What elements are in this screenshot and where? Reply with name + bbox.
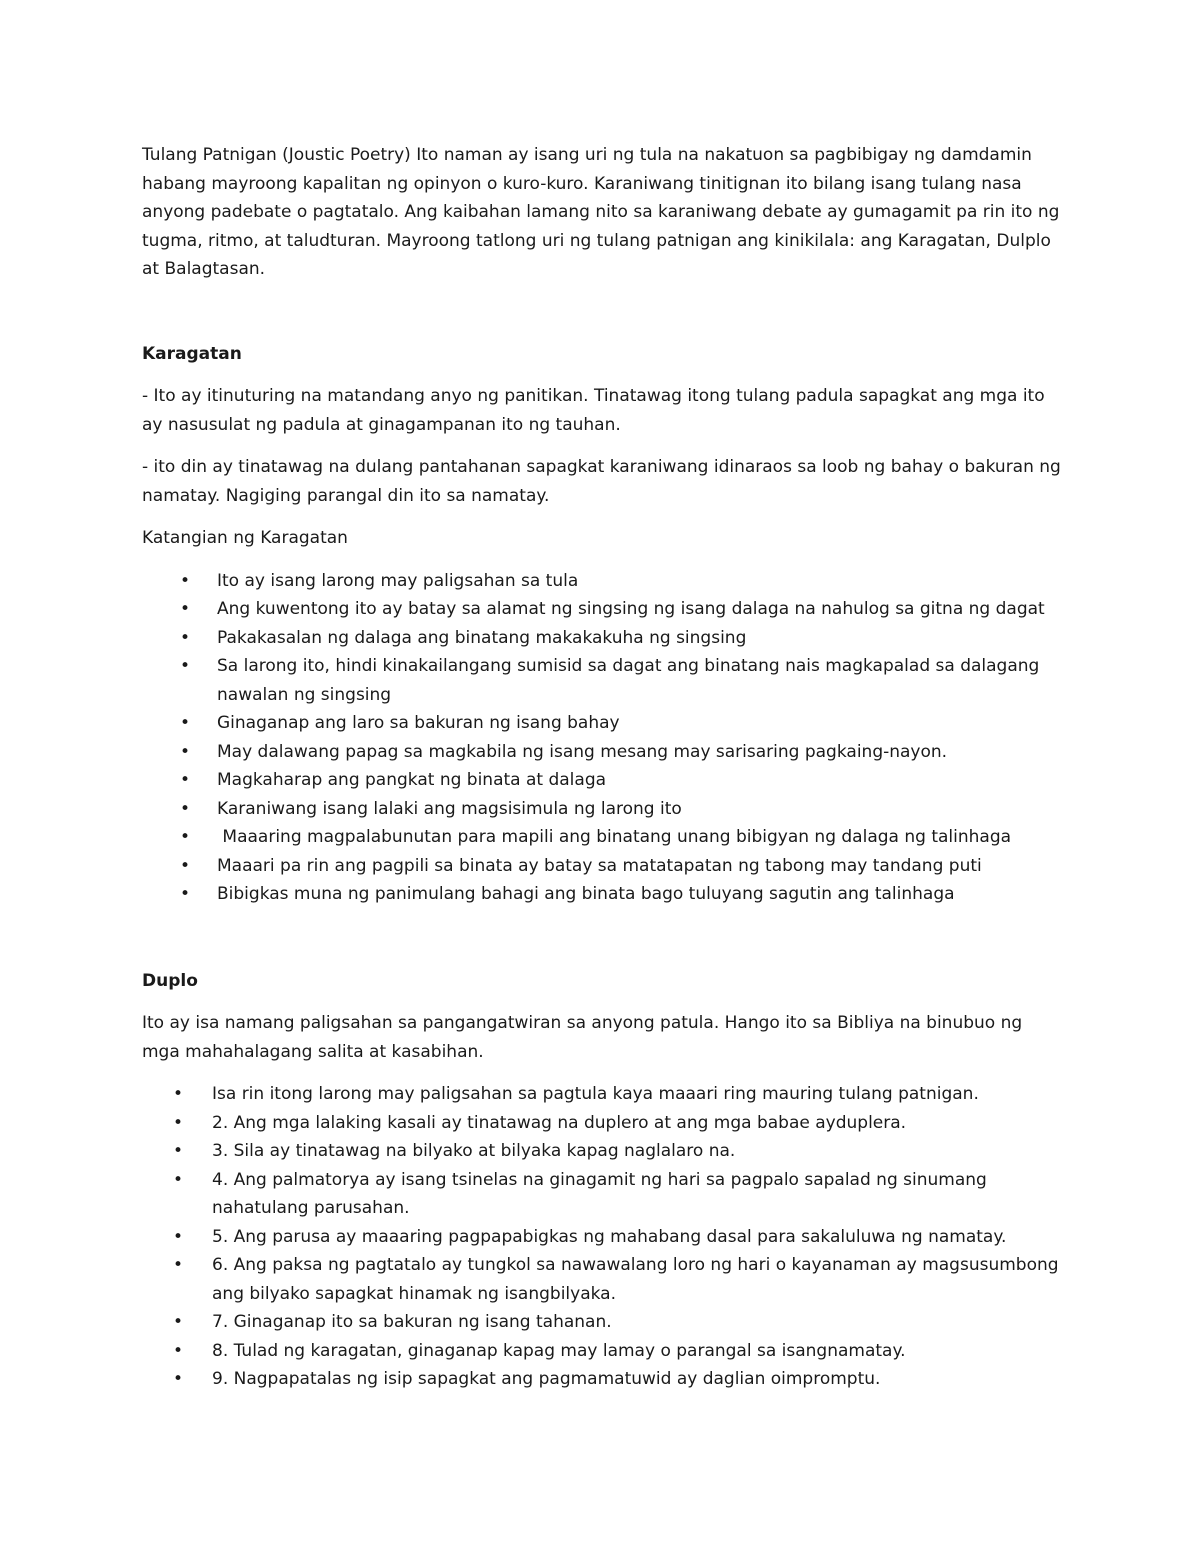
list-item-text: Maaaring magpalabunutan para mapili ang binatang unang bibigyan ng dalaga ng talinhaga bbox=[217, 827, 1012, 847]
list-item-text: 6. Ang paksa ng pagtatalo ay tungkol sa nawawalang loro ng hari o kayanaman ay magsusumbong ang bilyako sapagkat hinamak ng isangbilyaka. bbox=[212, 1255, 1059, 1304]
list-item bbox=[142, 1166, 1062, 1223]
duplo-paragraph: Ito ay isa namang paligsahan sa pangangatwiran sa anyong patula. Hango ito sa Bibliya na binubuo ng mga mahahalagang salita at kasabihan. bbox=[142, 1013, 1023, 1062]
list-item-text: 3. Sila ay tinatawag na bilyako at bilyaka kapag naglalaro na. bbox=[212, 1141, 736, 1161]
list-item-text: 5. Ang parusa ay maaaring pagpapabigkas ng mahabang dasal para sakaluluwa ng namatay. bbox=[212, 1226, 1007, 1247]
karagatan-heading: Karagatan bbox=[142, 343, 242, 364]
list-item bbox=[142, 595, 1062, 624]
list-item-text: Maaari pa rin ang pagpili sa binata ay batay sa matatapatan ng tabong may tandang puti bbox=[217, 855, 982, 876]
list-item bbox=[142, 652, 1062, 709]
list-item bbox=[142, 567, 1062, 596]
list-item-text: Isa rin itong larong may paligsahan sa pagtula kaya maaari ring mauring tulang patnigan. bbox=[212, 1084, 979, 1104]
bullet-icon: • bbox=[173, 1169, 184, 1190]
bullet-icon: • bbox=[180, 884, 191, 904]
list-item-text: 8. Tulad ng karagatan, ginaganap kapag may lamay o parangal sa isangnamatay. bbox=[212, 1340, 906, 1361]
list-item-text: Ang kuwentong ito ay batay sa alamat ng singsing ng isang dalaga na nahulog sa gitna ng dagat bbox=[217, 599, 1045, 619]
karagatan-list bbox=[142, 567, 1062, 909]
list-item bbox=[142, 624, 1062, 653]
bullet-icon: • bbox=[180, 570, 191, 591]
list-item bbox=[142, 1251, 1062, 1308]
list-item bbox=[142, 1308, 1062, 1337]
list-item-text: Bibigkas muna ng panimulang bahagi ang binata bago tuluyang sagutin ang talinhaga bbox=[217, 884, 955, 904]
list-item bbox=[142, 1365, 1062, 1394]
bullet-icon: • bbox=[173, 1226, 184, 1247]
bullet-icon: • bbox=[180, 855, 191, 876]
bullet-icon: • bbox=[173, 1084, 184, 1104]
list-item bbox=[142, 709, 1062, 738]
list-item bbox=[142, 852, 1062, 881]
list-item bbox=[142, 880, 1062, 909]
list-item bbox=[142, 1137, 1062, 1166]
list-item bbox=[142, 1223, 1062, 1252]
list-item bbox=[142, 738, 1062, 767]
list-item-text: May dalawang papag sa magkabila ng isang mesang may sarisaring pagkaing-nayon. bbox=[217, 741, 948, 762]
list-item-text: Sa larong ito, hindi kinakailangang sumisid sa dagat ang binatang nais magkapalad sa dalagang nawalan ng singsing bbox=[217, 656, 1040, 705]
karagatan-paragraph-2: - ito din ay tinatawag na dulang pantahanan sapagkat karaniwang idinaraos sa loob ng bahay o bakuran ng namatay. Nagiging parangal din ito sa namatay. bbox=[142, 457, 1061, 506]
bullet-icon: • bbox=[180, 599, 191, 619]
list-item-text: 9. Nagpapatalas ng isip sapagkat ang pagmamatuwid ay daglian oimpromptu. bbox=[212, 1369, 881, 1389]
bullet-icon: • bbox=[180, 827, 191, 847]
list-item-text: Ginaganap ang laro sa bakuran ng isang bahay bbox=[217, 713, 620, 733]
list-item bbox=[142, 795, 1062, 824]
list-item bbox=[142, 1080, 1062, 1109]
list-item-text: 4. Ang palmatorya ay isang tsinelas na ginagamit ng hari sa pagpalo sapalad ng sinumang nahatulang parusahan. bbox=[212, 1169, 987, 1218]
list-item-text: Karaniwang isang lalaki ang magsisimula ng larong ito bbox=[217, 798, 682, 819]
bullet-icon: • bbox=[180, 656, 191, 676]
list-item bbox=[142, 1337, 1062, 1366]
list-item-text: 2. Ang mga lalaking kasali ay tinatawag na duplero at ang mga babae ayduplera. bbox=[212, 1112, 907, 1133]
list-item-text: Ito ay isang larong may paligsahan sa tula bbox=[217, 570, 579, 591]
bullet-icon: • bbox=[173, 1340, 184, 1361]
intro-paragraph: Tulang Patnigan (Joustic Poetry) Ito naman ay isang uri ng tula na nakatuon sa pagbibigay ng damdamin habang mayroong kapalitan ng opinyon o kuro-kuro. Karaniwang tinitignan ito bilang isang tulang nasa anyong padebate o pagtatalo. Ang kaibahan lamang nito sa karaniwang debate ay gumagamit pa rin ito ng tugma, ritmo, at taludturan. Mayroong tatlong uri ng tulang patnigan ang kinikilala: ang Karagatan, Dulplo at Balagtasan. bbox=[142, 145, 1060, 279]
list-item-text: 7. Ginaganap ito sa bakuran ng isang tahanan. bbox=[212, 1312, 612, 1332]
list-item-text: Pakakasalan ng dalaga ang binatang makakakuha ng singsing bbox=[217, 627, 747, 648]
karagatan-subheading: Katangian ng Karagatan bbox=[142, 528, 348, 548]
bullet-icon: • bbox=[180, 713, 191, 733]
list-item bbox=[142, 823, 1062, 852]
bullet-icon: • bbox=[180, 770, 191, 790]
bullet-icon: • bbox=[173, 1312, 184, 1332]
karagatan-paragraph-1: - Ito ay itinuturing na matandang anyo ng panitikan. Tinatawag itong tulang padula sapagkat ang mga ito ay nasusulat ng padula at ginagampanan ito ng tauhan. bbox=[142, 386, 1045, 435]
duplo-list bbox=[142, 1080, 1062, 1394]
bullet-icon: • bbox=[180, 798, 191, 819]
bullet-icon: • bbox=[173, 1255, 184, 1275]
bullet-icon: • bbox=[173, 1141, 184, 1161]
list-item-text: Magkaharap ang pangkat ng binata at dalaga bbox=[217, 770, 607, 790]
list-item bbox=[142, 1109, 1062, 1138]
bullet-icon: • bbox=[173, 1369, 184, 1389]
bullet-icon: • bbox=[180, 627, 191, 648]
bullet-icon: • bbox=[180, 741, 191, 762]
list-item bbox=[142, 766, 1062, 795]
document-page bbox=[142, 141, 1062, 1394]
duplo-heading: Duplo bbox=[142, 970, 198, 991]
bullet-icon: • bbox=[173, 1112, 184, 1133]
